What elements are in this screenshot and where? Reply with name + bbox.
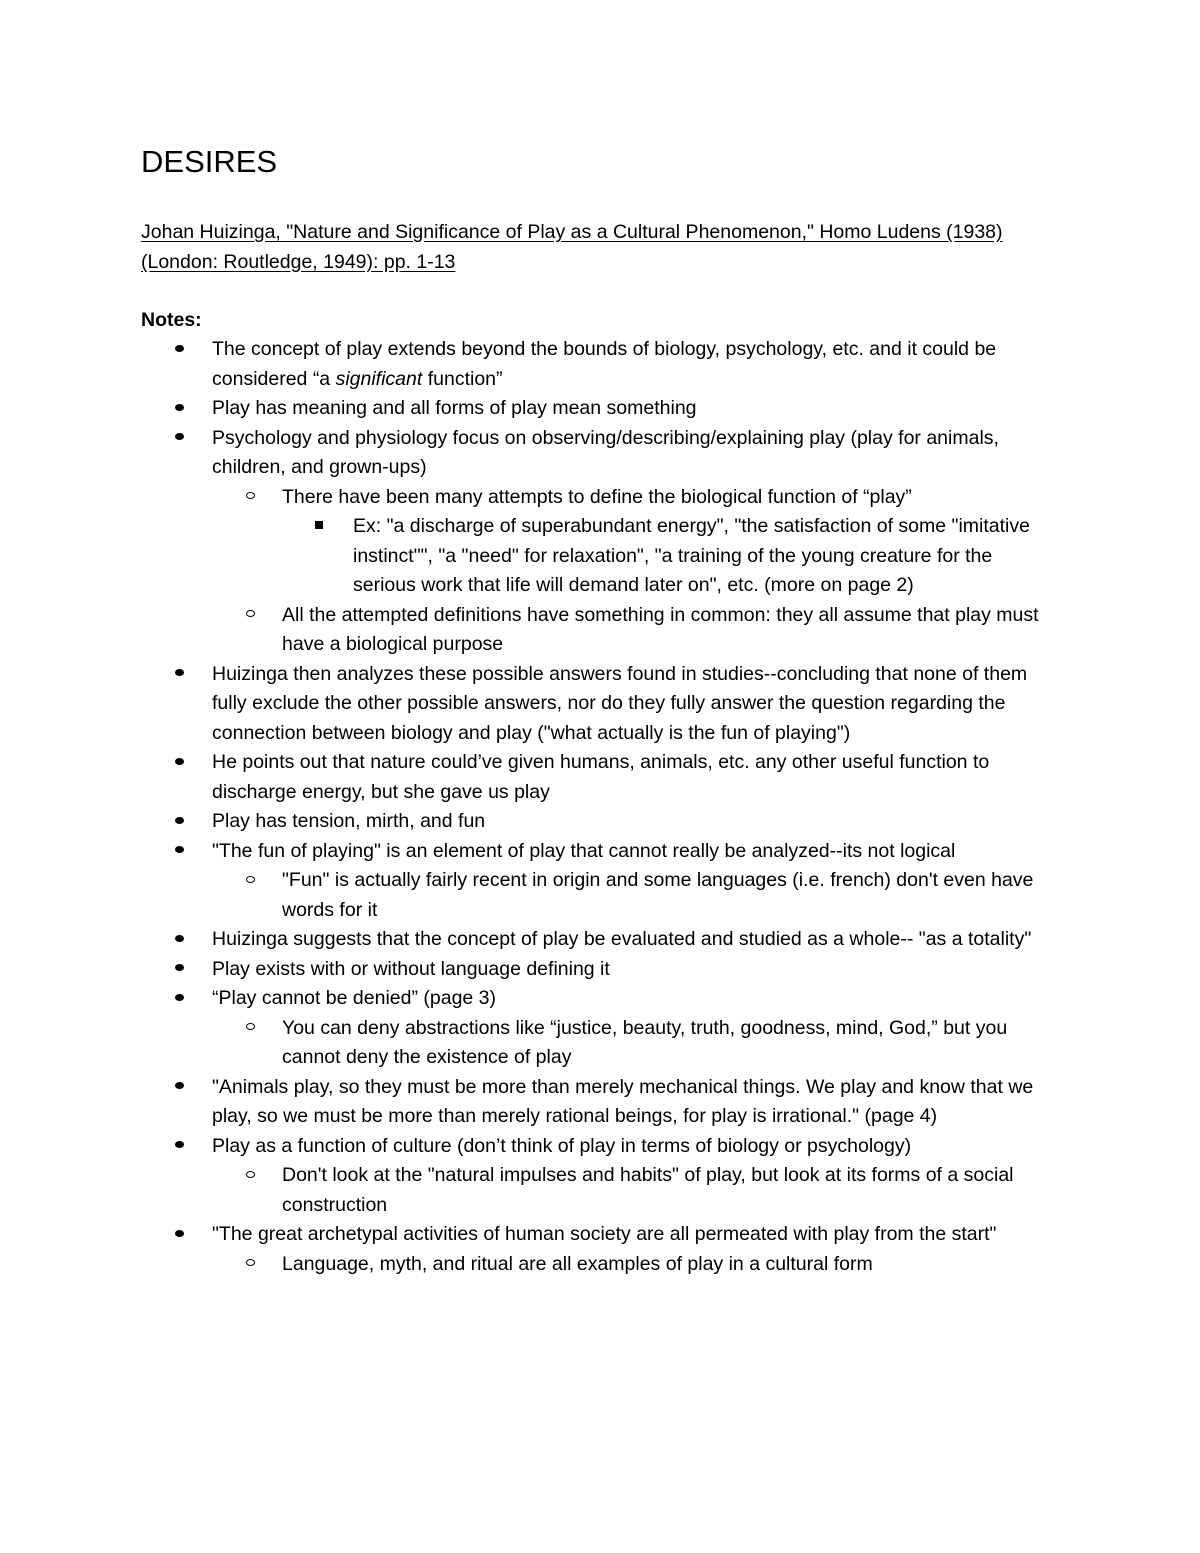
bullet-dot-icon [175,335,184,365]
list-item-text: Ex: "a discharge of superabundant energy", "the satisfaction of some "imitative instinct"", "a "need" for relaxation", "a training of the young creature for the serious work that life will demand later on", etc. (more on page 2) [353,515,1030,596]
bullet-circle-icon [246,1161,255,1191]
document-title: DESIRES [141,144,278,179]
bullet-dot-icon [175,394,184,424]
list-item-text: Play has meaning and all forms of play mean something [212,397,697,419]
bullet-dot-icon [175,955,184,985]
list-item [0,424,1062,483]
list-item-text: Play exists with or without language defining it [212,957,610,980]
list-item-text: Language, myth, and ritual are all examples of play in a cultural form [282,1252,873,1275]
list-item [0,1132,1062,1162]
list-item [0,1220,1062,1250]
list-item-text: You can deny abstractions like “justice, beauty, truth, goodness, mind, God,” but you cannot deny the existence of play [282,1016,1008,1068]
bullet-dot-icon [175,1073,184,1103]
list-item [0,925,1062,955]
list-item [0,512,1053,601]
list-item [0,748,1062,807]
bullet-dot-icon [175,748,184,778]
list-item [0,1014,1062,1073]
list-item-text: “Play cannot be denied” (page 3) [212,987,497,1009]
list-item-text: Play has tension, mirth, and fun [212,810,486,832]
list-item-text: All the attempted definitions have something in common: they all assume that play must have a biological purpose [282,603,1039,655]
list-item [0,335,1062,394]
list-item-text: He points out that nature could’ve given humans, animals, etc. any other useful function to discharge energy, but she gave us play [212,751,990,803]
bullet-dot-icon [175,837,184,867]
list-item [0,483,1062,513]
list-item [0,866,1062,925]
list-item [0,837,1062,867]
bullet-square-icon [315,512,323,542]
list-item-text: Psychology and physiology focus on observing/describing/explaining play (play for animals, children, and grown-ups) [212,426,999,478]
list-item-text: "The fun of playing" is an element of play that cannot really be analyzed--its not logical [212,839,956,862]
list-item [0,807,1062,837]
list-item [0,1250,1062,1280]
notes-list [0,335,1200,1279]
bullet-circle-icon [246,1250,255,1280]
list-item-text: The concept of play extends beyond the bounds of biology, psychology, etc. and it could be considered “a significant function” [212,338,997,390]
list-item [0,394,1062,424]
bullet-dot-icon [175,807,184,837]
bullet-dot-icon [175,660,184,690]
bullet-dot-icon [175,925,184,955]
bullet-circle-icon [246,866,255,896]
list-item-text: Huizinga suggests that the concept of play be evaluated and studied as a whole-- "as a totality" [212,928,1032,950]
list-item-text: Don't look at the "natural impulses and habits" of play, but look at its forms of a social construction [282,1164,1014,1216]
bullet-circle-icon [246,483,255,513]
list-item [0,660,1062,749]
list-item-text: Play as a function of culture (don’t think of play in terms of biology or psychology) [212,1134,912,1157]
list-item-text: There have been many attempts to define the biological function of “play” [282,485,912,508]
list-item-text: "The great archetypal activities of human society are all permeated with play from the start" [212,1223,997,1245]
bullet-circle-icon [246,601,255,631]
bullet-circle-icon [246,1014,255,1044]
list-item [0,955,1062,985]
citation-text: Johan Huizinga, "Nature and Significance of Play as a Cultural Phenomenon," Homo Ludens (1938) (London: Routledge, 1949): pp. 1-13 [141,221,1003,273]
list-item [0,984,1062,1014]
list-item [0,601,1062,660]
notes-heading: Notes: [141,309,202,331]
list-item-text: Huizinga then analyzes these possible answers found in studies--concluding that none of them fully exclude the other possible answers, nor do they fully answer the question regarding the connection between biology and play ("what actually is the fun of playing") [212,662,1028,744]
list-item [0,1161,1062,1220]
list-item-text: "Animals play, so they must be more than merely mechanical things. We play and know that we play, so we must be more than merely rational beings, for play is irrational." (page 4) [212,1075,1034,1127]
bullet-dot-icon [175,1220,184,1250]
bullet-dot-icon [175,984,184,1014]
list-item-text: "Fun" is actually fairly recent in origin and some languages (i.e. french) don't even have words for it [282,869,1034,921]
list-item [0,1073,1062,1132]
bullet-dot-icon [175,424,184,454]
bullet-dot-icon [175,1132,184,1162]
